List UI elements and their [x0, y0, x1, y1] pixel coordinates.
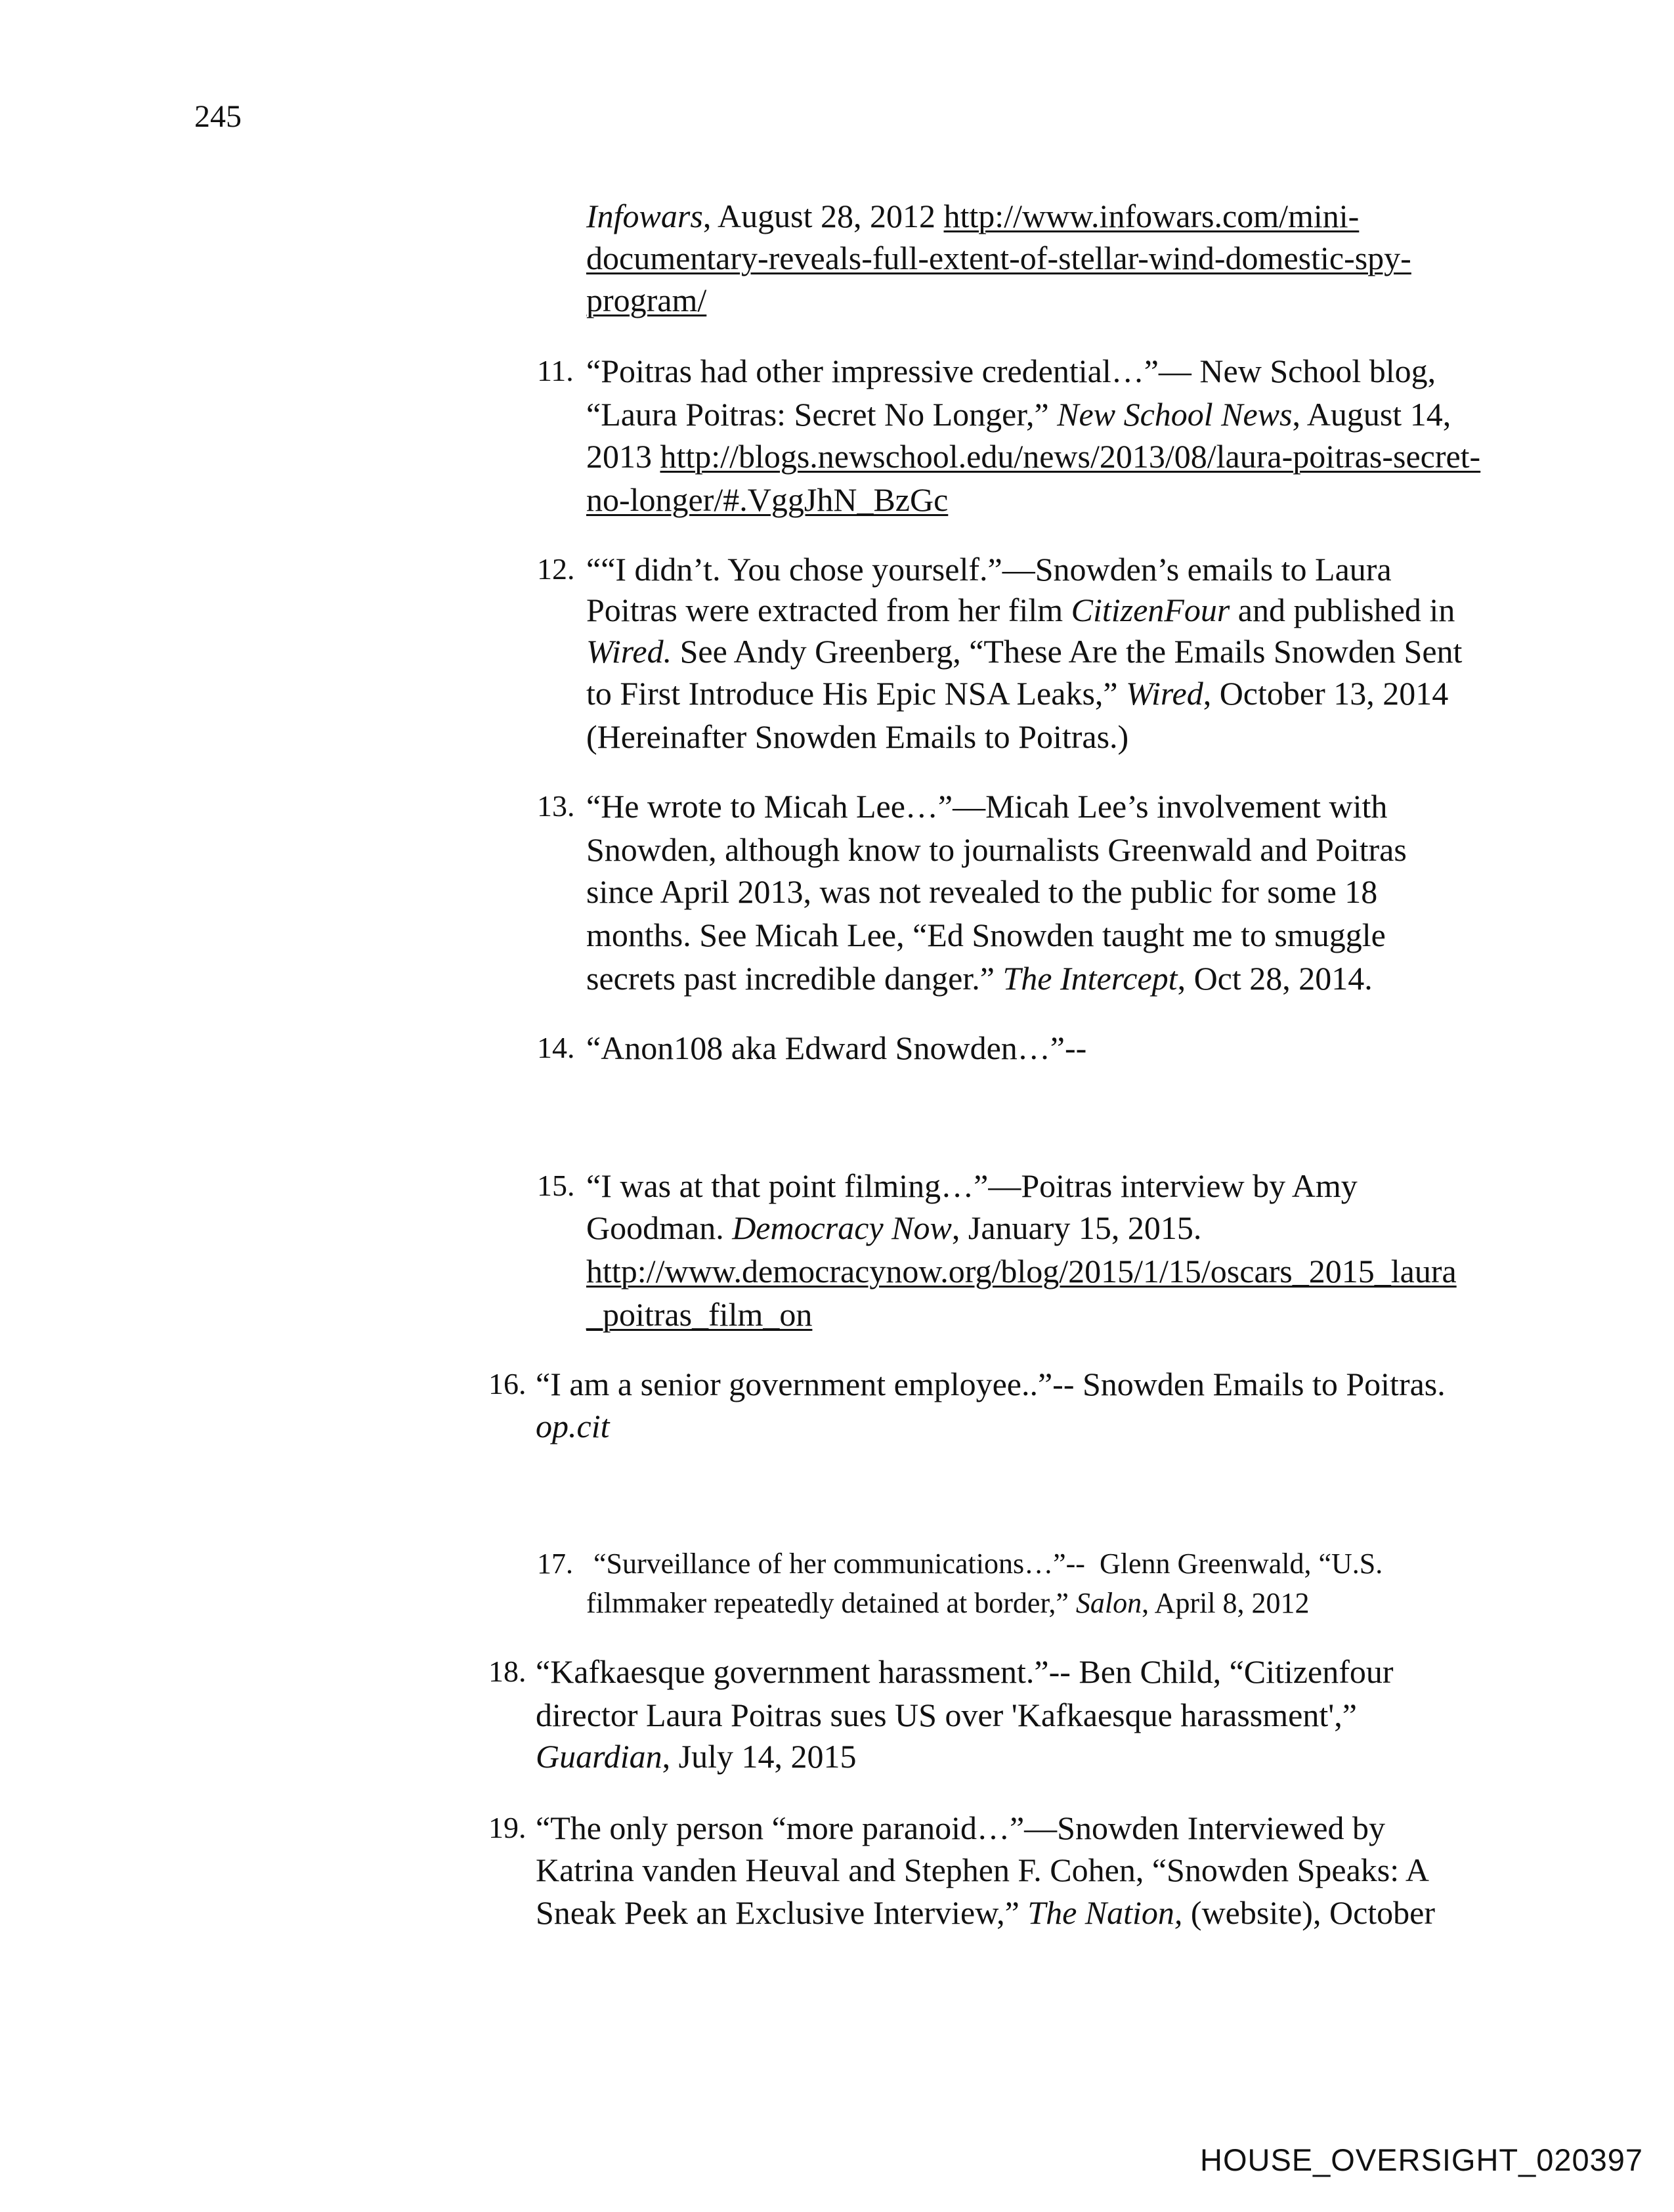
endnote-line: [586, 550, 1392, 589]
endnote-line: [536, 1737, 856, 1776]
endnote-number: 11.: [537, 354, 574, 387]
endnote-line: [586, 1584, 1310, 1623]
endnote-text: “Kafkaesque government harassment.”-- Ben Child, “Citizenfour: [536, 1653, 1394, 1690]
citation-link[interactable]: _poitras_film_on: [586, 1296, 813, 1333]
endnote-line: [586, 915, 1386, 955]
endnote-text: “Laura Poitras: Secret No Longer,”: [586, 396, 1058, 433]
endnote-text: Snowden, although know to journalists Greenwald and Poitras: [586, 831, 1407, 868]
endnote-line: [536, 1893, 1435, 1932]
endnote-text: Poitras were extracted from her film: [586, 592, 1071, 628]
citation-link[interactable]: no-longer/#.VggJhN_BzGc: [586, 481, 949, 518]
endnote-line: [536, 1364, 1446, 1404]
endnote-line: [586, 437, 1480, 476]
endnote-text: “He wrote to Micah Lee…”—Micah Lee’s involvement with: [586, 788, 1388, 825]
endnote-text: director Laura Poitras sues US over 'Kafkaesque harassment',”: [536, 1697, 1357, 1733]
endnote-line: [586, 787, 1387, 826]
endnote-text: , Oct 28, 2014.: [1177, 960, 1373, 997]
endnote-line: [586, 830, 1407, 869]
publication-title: Democracy Now: [732, 1209, 952, 1246]
endnote-line: [586, 238, 1411, 278]
endnote-text: to First Introduce His Epic NSA Leaks,”: [586, 675, 1127, 712]
endnote-text: See Andy Greenberg, “These Are the Emails Snowden Sent: [672, 633, 1463, 670]
page-number: 245: [194, 99, 242, 134]
endnote-text: ““I didn’t. You chose yourself.”—Snowden’s emails to Laura: [586, 551, 1392, 588]
endnote-line: [586, 632, 1462, 671]
endnote-text: , October 13, 2014: [1203, 675, 1449, 712]
endnote-line: [586, 1544, 1383, 1584]
endnote-text: since April 2013, was not revealed to the public for some 18: [586, 873, 1378, 910]
endnote-text: “I am a senior government employee..”-- Snowden Emails to Poitras.: [536, 1366, 1446, 1402]
bates-stamp: HOUSE_OVERSIGHT_020397: [1200, 2142, 1644, 2177]
endnote-text: filmmaker repeatedly detained at border,”: [586, 1587, 1076, 1619]
endnote-text: “I was at that point filming…”—Poitras interview by Amy: [586, 1167, 1358, 1204]
endnote-line: [586, 590, 1455, 630]
endnote-line: [586, 674, 1448, 713]
endnote-line: [586, 717, 1128, 756]
endnote-line: [536, 1808, 1385, 1848]
endnote-text: (Hereinafter Snowden Emails to Poitras.): [586, 718, 1129, 755]
citation-link[interactable]: documentary-reveals-full-extent-of-stellar-wind-domestic-spy-: [586, 240, 1411, 276]
endnote-line: [586, 351, 1436, 391]
endnote-number: 15.: [537, 1169, 575, 1202]
endnote-line: [586, 280, 706, 320]
endnote-line: [586, 959, 1373, 998]
endnote-number: 14.: [537, 1031, 575, 1064]
endnote-text: , August 14,: [1292, 396, 1451, 433]
endnote-text: , August 28, 2012: [702, 198, 944, 234]
endnote-line: [586, 1295, 812, 1334]
citation-link[interactable]: http://www.infowars.com/mini-: [943, 198, 1360, 234]
citation-link[interactable]: program/: [586, 282, 707, 318]
endnote-line: [586, 1251, 1457, 1291]
endnote-text: 2013: [586, 438, 660, 475]
endnote-number: 13.: [537, 789, 575, 823]
endnote-text: secrets past incredible danger.”: [586, 960, 1003, 997]
endnote-number: 16.: [488, 1367, 526, 1400]
endnote-text: “Surveillance of her communications…”-- Glenn Greenwald, “U.S.: [586, 1548, 1383, 1580]
endnote-number: 19.: [488, 1811, 526, 1844]
publication-title: CitizenFour: [1071, 592, 1230, 628]
endnote-text: “Poitras had other impressive credential…”— New School blog,: [586, 353, 1436, 389]
endnote-line: [536, 1695, 1357, 1735]
endnote-text: Sneak Peek an Exclusive Interview,”: [536, 1894, 1028, 1931]
endnote-line: [536, 1850, 1429, 1890]
endnote-line: [586, 1028, 1086, 1068]
endnote-text: Goodman.: [586, 1209, 733, 1246]
endnote-text: “Anon108 aka Edward Snowden…”--: [586, 1030, 1087, 1066]
endnote-text: , January 15, 2015.: [951, 1209, 1202, 1246]
endnote-number: 17.: [537, 1548, 573, 1580]
citation-link[interactable]: http://www.democracynow.org/blog/2015/1/15/oscars_2015_laura: [586, 1253, 1457, 1290]
endnote-line: [586, 196, 1359, 236]
publication-title: Wired: [1126, 675, 1203, 712]
endnote-line: [586, 480, 948, 519]
publication-title: Wired.: [586, 633, 672, 670]
endnote-line: [586, 872, 1377, 911]
publication-title: op.cit: [536, 1408, 610, 1444]
endnote-text: and published in: [1230, 592, 1455, 628]
citation-link[interactable]: http://blogs.newschool.edu/news/2013/08/laura-poitras-secret-: [660, 438, 1481, 475]
publication-title: New School News: [1057, 396, 1293, 433]
endnote-text: , July 14, 2015: [662, 1738, 857, 1775]
endnote-line: [586, 1166, 1358, 1205]
endnote-text: (website), October: [1182, 1894, 1435, 1931]
publication-title: The Nation,: [1027, 1894, 1183, 1931]
publication-title: Salon: [1075, 1587, 1142, 1619]
endnote-line: [536, 1652, 1394, 1691]
endnote-number: 18.: [488, 1655, 526, 1688]
endnote-number: 12.: [537, 552, 575, 586]
publication-title: The Intercept: [1002, 960, 1178, 997]
endnote-text: , April 8, 2012: [1142, 1587, 1310, 1619]
endnote-line: [586, 395, 1451, 434]
publication-title: Infowars: [586, 198, 703, 234]
publication-title: Guardian: [536, 1738, 662, 1775]
endnote-text: “The only person “more paranoid…”—Snowden Interviewed by: [536, 1810, 1386, 1846]
endnote-text: months. See Micah Lee, “Ed Snowden taught me to smuggle: [586, 917, 1386, 953]
endnote-line: [586, 1208, 1201, 1247]
endnote-line: [536, 1406, 609, 1446]
endnote-text: Katrina vanden Heuval and Stephen F. Cohen, “Snowden Speaks: A: [536, 1852, 1430, 1888]
